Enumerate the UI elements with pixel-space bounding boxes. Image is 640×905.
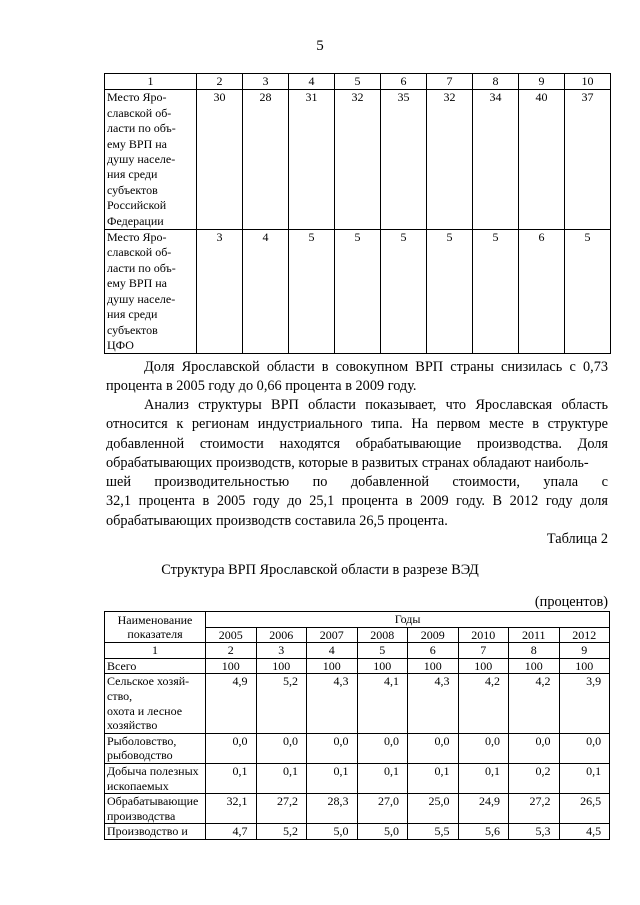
value-cell: 0,2 (509, 763, 560, 793)
label-line: охота и лесное (107, 703, 183, 718)
value-cell: 3,9 (559, 674, 610, 733)
value-cell: 40 (519, 90, 565, 230)
label-line: ископаемых (107, 778, 169, 793)
vrp-structure-table (104, 611, 610, 840)
table-unit-label: (процентов) (534, 594, 608, 610)
paragraph-spread-line (106, 473, 608, 492)
column-number-row (105, 643, 610, 659)
row-label (105, 794, 206, 824)
label-line: Сельское хозяй- (107, 674, 190, 689)
value-cell: 0,1 (357, 763, 408, 793)
paragraph-tail: 32,1 процента в 2005 году до 25,1 процента в 2009 году. В 2012 году доля обрабатывающих производств составила 26,5 процента. (106, 493, 608, 529)
value-cell: 34 (473, 90, 519, 230)
header-cell: 5 (335, 74, 381, 90)
value-cell: 0,0 (357, 733, 408, 763)
value-cell: 25,0 (408, 794, 459, 824)
column-number: 6 (408, 643, 459, 659)
value-cell: 5 (473, 230, 519, 354)
value-cell: 100 (458, 658, 509, 674)
place-table (104, 73, 611, 354)
table-title: Структура ВРП Ярославской области в разрезе ВЭД (161, 562, 479, 578)
table-header-row (105, 74, 611, 90)
word: стоимости, (452, 474, 520, 491)
table-row (105, 230, 611, 354)
year-header: 2005 (206, 627, 257, 643)
row-label (105, 230, 197, 354)
label-line: Рыболовство, (107, 733, 177, 748)
name-header (105, 612, 206, 643)
label-line: Федерации (107, 213, 164, 228)
value-cell: 30 (197, 90, 243, 230)
row-label (105, 733, 206, 763)
value-cell: 5,2 (256, 824, 307, 840)
value-cell: 0,0 (408, 733, 459, 763)
label-line: субъектов (107, 182, 158, 197)
header-cell: 1 (105, 74, 197, 90)
label-line: ния среди (107, 307, 158, 322)
paragraph-body: Анализ структуры ВРП области показывает, что Ярославская область относится к регионам индустриального типа. На первом месте в структуре добавленной стоимости находятся обрабатывающие производства. Доля обрабатывающих производств, которые в развитых странах обладают наиболь- (106, 397, 608, 471)
column-number: 4 (307, 643, 358, 659)
value-cell: 32 (427, 90, 473, 230)
year-header: 2010 (458, 627, 509, 643)
value-cell: 32,1 (206, 794, 257, 824)
label-line: хозяйство (107, 718, 158, 733)
value-cell: 35 (381, 90, 427, 230)
header-line: Наименование (117, 612, 193, 627)
paragraph-vrp-structure (106, 396, 608, 531)
year-header: 2011 (509, 627, 560, 643)
year-header: 2009 (408, 627, 459, 643)
value-cell: 0,0 (559, 733, 610, 763)
value-cell: 31 (289, 90, 335, 230)
value-cell: 3 (197, 230, 243, 354)
label-line: ство, (107, 688, 133, 703)
table-number-label: Таблица 2 (546, 531, 608, 547)
label-line: производства (107, 808, 176, 823)
value-cell: 5 (565, 230, 611, 354)
label-line: славской об- (107, 245, 172, 260)
label-line: рыбоводство (107, 748, 173, 763)
table-row (105, 763, 610, 793)
column-number: 7 (458, 643, 509, 659)
value-cell: 32 (335, 90, 381, 230)
table-row (105, 824, 610, 840)
row-label: Производство и (105, 824, 206, 840)
value-cell: 5,6 (458, 824, 509, 840)
label-line: ния среди (107, 167, 158, 182)
label-line: ЦФО (107, 337, 134, 352)
value-cell: 100 (559, 658, 610, 674)
value-cell: 27,2 (256, 794, 307, 824)
label-line: субъектов (107, 322, 158, 337)
word: с (601, 474, 608, 491)
value-cell: 4,3 (408, 674, 459, 733)
value-cell: 0,1 (206, 763, 257, 793)
label-line: Добыча полезных (107, 763, 199, 778)
value-cell: 27,2 (509, 794, 560, 824)
years-header: Годы (206, 612, 610, 628)
value-cell: 26,5 (559, 794, 610, 824)
year-header: 2008 (357, 627, 408, 643)
word: шей (106, 474, 132, 491)
value-cell: 0,0 (509, 733, 560, 763)
year-header: 2012 (559, 627, 610, 643)
column-number: 5 (357, 643, 408, 659)
value-cell: 100 (256, 658, 307, 674)
value-cell: 4,7 (206, 824, 257, 840)
label-line: Место Яро- (107, 230, 167, 245)
value-cell: 4,9 (206, 674, 257, 733)
header-cell: 6 (381, 74, 427, 90)
table-row (105, 658, 610, 674)
table-row (105, 794, 610, 824)
value-cell: 5,0 (307, 824, 358, 840)
table-row (105, 733, 610, 763)
row-label (105, 90, 197, 230)
value-cell: 100 (307, 658, 358, 674)
column-number: 8 (509, 643, 560, 659)
column-number: 1 (105, 643, 206, 659)
word: добавленной (350, 474, 429, 491)
value-cell: 4,3 (307, 674, 358, 733)
value-cell: 0,1 (408, 763, 459, 793)
label-line: душу населе- (107, 291, 176, 306)
row-label: Всего (105, 658, 206, 674)
value-cell: 28 (243, 90, 289, 230)
value-cell: 0,1 (256, 763, 307, 793)
table-row (105, 90, 611, 230)
year-header: 2006 (256, 627, 307, 643)
label-line: ему ВРП на (107, 136, 168, 151)
value-cell: 100 (509, 658, 560, 674)
value-cell: 4,1 (357, 674, 408, 733)
value-cell: 0,1 (559, 763, 610, 793)
value-cell: 0,0 (206, 733, 257, 763)
value-cell: 4 (243, 230, 289, 354)
label-line: ласти по объ- (107, 260, 176, 275)
value-cell: 5,2 (256, 674, 307, 733)
value-cell: 0,1 (307, 763, 358, 793)
value-cell: 0,1 (458, 763, 509, 793)
header-cell: 8 (473, 74, 519, 90)
value-cell: 0,0 (458, 733, 509, 763)
header-cell: 4 (289, 74, 335, 90)
row-label (105, 763, 206, 793)
header-line: показателя (127, 627, 183, 642)
label-line: славской об- (107, 105, 172, 120)
value-cell: 4,2 (458, 674, 509, 733)
paragraph-vrp-share: Доля Ярославской области в совокупном ВРП страны снизилась с 0,73 процента в 2005 году до 0,66 процента в 2009 году. (106, 359, 608, 395)
value-cell: 4,2 (509, 674, 560, 733)
value-cell: 5 (427, 230, 473, 354)
value-cell: 28,3 (307, 794, 358, 824)
value-cell: 27,0 (357, 794, 408, 824)
value-cell: 5,0 (357, 824, 408, 840)
table-header-row (105, 612, 610, 628)
column-number: 3 (256, 643, 307, 659)
label-line: Обрабатывающие (107, 794, 199, 809)
header-cell: 7 (427, 74, 473, 90)
word: упала (543, 474, 579, 491)
header-cell: 2 (197, 74, 243, 90)
page-number: 5 (316, 38, 324, 54)
value-cell: 4,5 (559, 824, 610, 840)
column-number: 2 (206, 643, 257, 659)
label-line: Российской (107, 198, 167, 213)
value-cell: 24,9 (458, 794, 509, 824)
header-cell: 9 (519, 74, 565, 90)
value-cell: 100 (408, 658, 459, 674)
label-line: Место Яро- (107, 90, 167, 105)
value-cell: 6 (519, 230, 565, 354)
word: производительностью (154, 474, 290, 491)
value-cell: 5,5 (408, 824, 459, 840)
value-cell: 0,0 (307, 733, 358, 763)
table-row (105, 674, 610, 733)
value-cell: 5 (381, 230, 427, 354)
value-cell: 0,0 (256, 733, 307, 763)
label-line: душу населе- (107, 152, 176, 167)
label-line: ласти по объ- (107, 121, 176, 136)
value-cell: 100 (357, 658, 408, 674)
value-cell: 5,3 (509, 824, 560, 840)
row-label (105, 674, 206, 733)
header-cell: 3 (243, 74, 289, 90)
year-header: 2007 (307, 627, 358, 643)
column-number: 9 (559, 643, 610, 659)
header-cell: 10 (565, 74, 611, 90)
value-cell: 100 (206, 658, 257, 674)
word: по (312, 474, 328, 491)
label-line: ему ВРП на (107, 276, 168, 291)
value-cell: 37 (565, 90, 611, 230)
value-cell: 5 (289, 230, 335, 354)
value-cell: 5 (335, 230, 381, 354)
